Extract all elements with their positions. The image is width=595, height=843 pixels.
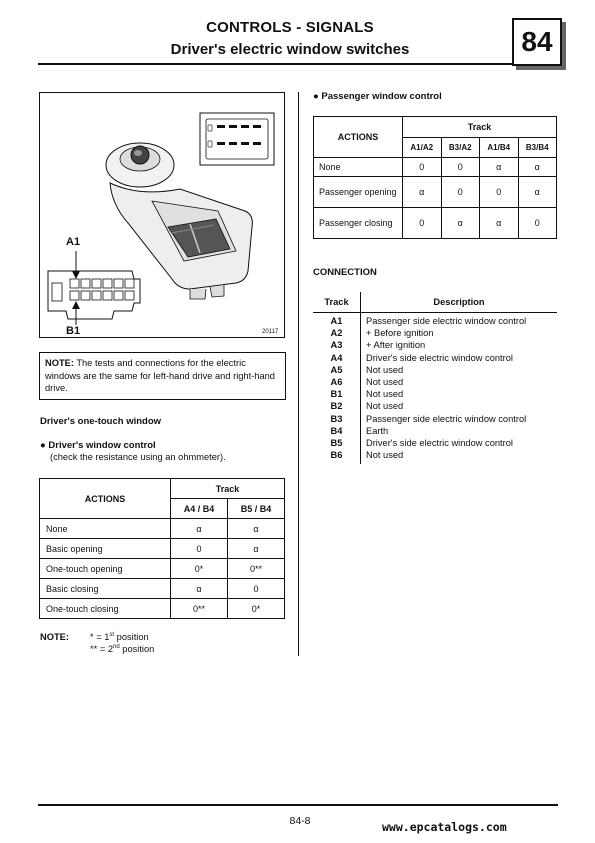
table-row	[313, 365, 557, 377]
table-row	[313, 389, 557, 401]
section-number-badge: 84	[512, 18, 562, 66]
actions-header: ACTIONS	[314, 117, 403, 158]
table-row	[40, 559, 285, 579]
description-cell: Driver's side electric window control	[366, 352, 513, 363]
column-header: A1/A2	[403, 137, 442, 158]
table-row	[313, 401, 557, 413]
row-action: Basic closing	[40, 579, 171, 599]
track-cell: B6	[330, 450, 343, 461]
cell-value: 0	[518, 208, 557, 239]
description-cell: Earth	[366, 425, 389, 436]
cell-value: α	[518, 158, 557, 177]
page-number: 84-8	[289, 815, 311, 827]
track-cell: A4	[330, 352, 343, 363]
row-action: Passenger opening	[314, 177, 403, 208]
cell-value: α	[171, 519, 228, 539]
table-row	[313, 450, 557, 462]
passenger-control-heading-text: Passenger window control	[321, 91, 442, 102]
description-cell: Not used	[366, 364, 404, 375]
table-row	[313, 316, 557, 328]
cell-value: α	[518, 177, 557, 208]
label-b1: B1	[66, 325, 81, 337]
table-row	[314, 158, 557, 177]
description-cell: + Before ignition	[366, 328, 434, 339]
passenger-control-heading: ● Passenger window control	[313, 91, 442, 102]
column-header: B3/A2	[441, 137, 480, 158]
driver-control-heading-text: Driver's window control	[48, 440, 156, 451]
note-text: The tests and connections for the electric windows are the same for left-hand drive and right-hand drive.	[45, 358, 275, 393]
row-action: None	[40, 519, 171, 539]
table-row	[313, 438, 557, 450]
column-divider	[298, 92, 299, 656]
description-cell: Passenger side electric window control	[366, 316, 527, 326]
table-row	[314, 177, 557, 208]
cell-value: α	[403, 177, 442, 208]
driver-control-heading: ● Driver's window control	[40, 440, 156, 451]
cell-value: 0**	[228, 559, 285, 579]
footer-divider	[38, 804, 558, 806]
track-header: Track	[403, 117, 557, 138]
cell-value: 0	[441, 158, 480, 177]
footnote-text: position	[119, 644, 155, 655]
cell-value: 0*	[228, 599, 285, 619]
table-row	[313, 328, 557, 340]
cell-value: 0*	[171, 559, 228, 579]
column-header: B3/B4	[518, 137, 557, 158]
table-row	[40, 539, 285, 559]
cell-value: 0	[403, 158, 442, 177]
cell-value: α	[228, 519, 285, 539]
table-row	[313, 377, 557, 389]
passenger-control-table	[313, 116, 557, 239]
track-cell: B2	[330, 401, 343, 412]
description-cell: Not used	[366, 401, 404, 412]
note-box	[39, 352, 286, 400]
site-url[interactable]: www.epcatalogs.com	[382, 820, 507, 834]
table-row	[40, 519, 285, 539]
connection-table	[313, 292, 557, 464]
label-a1: A1	[66, 236, 81, 248]
connection-track-header: Track	[324, 297, 349, 307]
driver-control-table	[39, 478, 285, 619]
description-cell: Not used	[366, 450, 404, 461]
description-cell: Passenger side electric window control	[366, 413, 527, 424]
connection-heading: CONNECTION	[313, 267, 377, 278]
table-row	[313, 426, 557, 438]
table-row	[313, 353, 557, 365]
one-touch-heading: Driver's one-touch window	[40, 416, 162, 427]
track-cell: B5	[330, 438, 343, 448]
description-cell: + After ignition	[366, 340, 426, 351]
row-action: Passenger closing	[314, 208, 403, 239]
cell-value: 0**	[171, 599, 228, 619]
footnote-text: ** = 2	[90, 644, 114, 655]
description-cell: Not used	[366, 389, 404, 400]
switch-diagram	[39, 92, 285, 338]
cell-value: α	[228, 539, 285, 559]
track-cell: A6	[330, 377, 343, 387]
column-header: B5 / B4	[228, 499, 285, 519]
connection-header-rule	[313, 312, 557, 313]
track-cell: A3	[330, 340, 343, 351]
track-cell: A2	[330, 328, 343, 339]
row-action: Basic opening	[40, 539, 171, 559]
footnote-sup: nd	[113, 644, 120, 650]
footnote-line-2	[90, 644, 154, 654]
track-cell: B1	[330, 389, 343, 400]
track-header: Track	[171, 479, 285, 499]
footnote-text: position	[114, 632, 149, 643]
header-divider	[38, 63, 558, 65]
table-row	[314, 208, 557, 239]
description-cell: Not used	[366, 377, 404, 387]
footnote-line-1	[90, 632, 149, 642]
window-switch-illustration	[40, 93, 284, 337]
column-header: A4 / B4	[171, 499, 228, 519]
track-cell: B4	[330, 425, 343, 436]
description-cell: Driver's side electric window control	[366, 438, 513, 448]
cell-value: α	[441, 208, 480, 239]
row-action: None	[314, 158, 403, 177]
driver-control-subtext: (check the resistance using an ohmmeter).	[50, 452, 226, 462]
cell-value: α	[480, 158, 519, 177]
cell-value: α	[480, 208, 519, 239]
cell-value: 0	[403, 208, 442, 239]
page-title: CONTROLS - SIGNALS	[206, 19, 374, 36]
column-header: A1/B4	[480, 137, 519, 158]
table-row	[313, 414, 557, 426]
row-action: One-touch opening	[40, 559, 171, 579]
cell-value: 0	[441, 177, 480, 208]
note-label: NOTE:	[45, 358, 74, 368]
figure-ref: 20117	[262, 329, 279, 335]
cell-value: 0	[171, 539, 228, 559]
cell-value: α	[171, 579, 228, 599]
cell-value: 0	[480, 177, 519, 208]
track-cell: B3	[330, 413, 343, 424]
table-row	[313, 340, 557, 352]
table-row	[40, 579, 285, 599]
track-cell: A1	[330, 316, 343, 326]
footnote-label: NOTE:	[40, 632, 69, 642]
page-subtitle: Driver's electric window switches	[170, 41, 410, 58]
footnote-sup: st	[109, 632, 115, 638]
table-row	[40, 599, 285, 619]
row-action: One-touch closing	[40, 599, 171, 619]
track-cell: A5	[330, 364, 343, 375]
connection-description-header: Description	[433, 297, 485, 307]
cell-value: 0	[228, 579, 285, 599]
actions-header: ACTIONS	[40, 479, 171, 519]
footnote-text: * = 1	[90, 632, 110, 643]
